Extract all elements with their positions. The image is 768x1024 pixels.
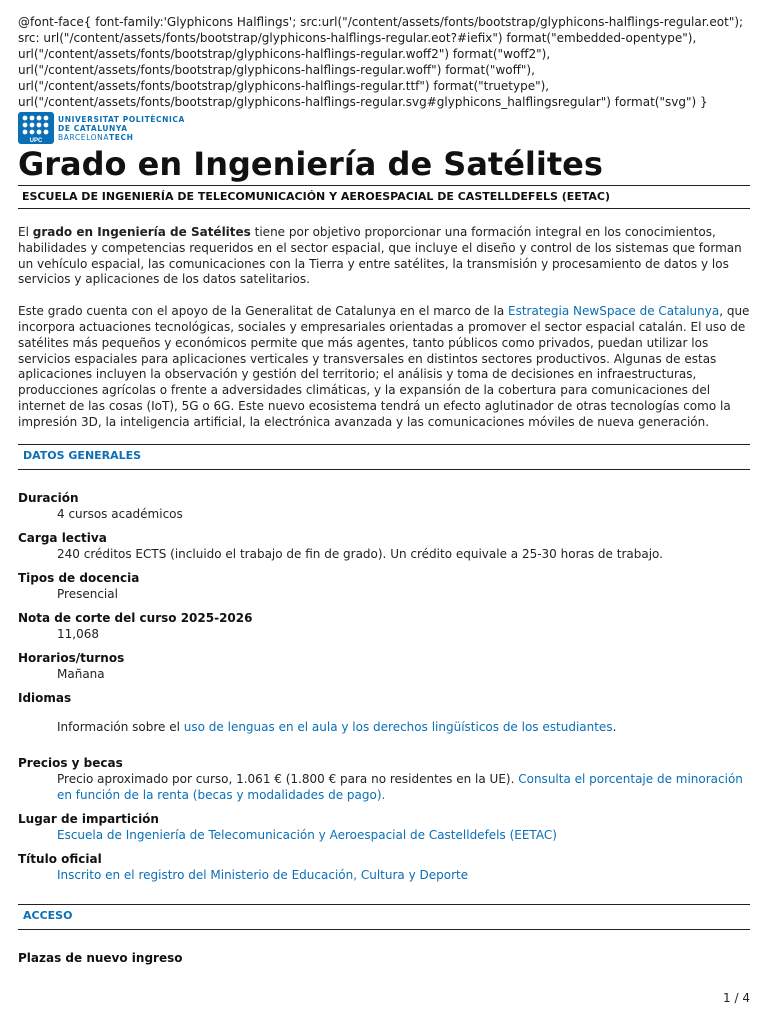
idiomas-link[interactable]: uso de lenguas en el aula y los derechos lingüísticos de los estudiantes [183,719,613,734]
horarios-label: Horarios/turnos [18,650,125,665]
nota-corte-label: Nota de corte del curso 2025-2026 [18,610,253,625]
section-header-acceso: ACCESO [18,904,750,930]
carga-label: Carga lectiva [18,530,107,545]
logo-text [58,115,185,142]
logo-mark-text: UPC [29,138,43,144]
lugar-value [18,827,750,843]
carga-value: 240 créditos ECTS (incluido el trabajo de fin de grado). Un crédito equivale a 25-30 horas de trabajo. [57,546,663,561]
titulo-value [18,867,750,883]
list-item [18,812,750,843]
lugar-link[interactable]: Escuela de Ingeniería de Telecomunicación y Aeroespacial de Castelldefels (EETAC) [57,827,557,842]
document-page [18,14,750,965]
list-item [18,491,750,522]
list-item [18,852,750,883]
newspace-strategy-link[interactable]: Estrategia NewSpace de Catalunya [508,304,720,319]
logo-line-3: BARCELONATECH [58,132,134,142]
list-item [18,756,750,803]
titulo-link[interactable]: Inscrito en el registro del Ministerio de Educación, Cultura y Deporte [57,867,469,882]
general-data-list [18,491,750,883]
school-name: ESCUELA DE INGENIERÍA DE TELECOMUNICACIÓN Y AEROESPACIAL DE CASTELLDEFELS (EETAC) [18,185,750,209]
idiomas-label: Idiomas [18,690,72,705]
nota-corte-value: 11,068 [57,626,99,641]
idiomas-value: Información sobre el uso de lenguas en el aula y los derechos lingüísticos de los estudiantes. [57,719,617,734]
section-header-datos-generales: DATOS GENERALES [18,444,750,470]
intro-paragraph-1: El grado en Ingeniería de Satélites tiene por objetivo proporcionar una formación integral en los conocimientos, habilidades y competencias requeridos en el sector espacial, que incluye el diseño y control de los sistemas que forman un vehículo espacial, las comunicaciones con la Tierra y entre satélites, la transmisión y procesamiento de datos y los servicios y aplicaciones de los datos satelitarios. [18,225,742,287]
duracion-label: Duración [18,490,79,505]
page-number: 1 / 4 [723,991,750,1005]
duracion-value: 4 cursos académicos [57,506,183,521]
degree-name: grado en Ingeniería de Satélites [32,225,251,239]
page-title: Grado en Ingeniería de Satélites [18,145,603,183]
precios-link[interactable]: Consulta el porcentaje de minoración en función de la renta (becas y modalidades de pago). [57,771,743,802]
titulo-label: Título oficial [18,851,102,866]
lugar-label: Lugar de impartición [18,811,159,826]
intro-paragraph-2: Este grado cuenta con el apoyo de la Generalitat de Catalunya en el marco de la Estrategia NewSpace de Catalunya, que incorpora actuaciones tecnológicas, sociales y empresariales orientadas a promover el sector espacial catalán. El uso de satélites más pequeños y económicos permite que más agentes, tanto públicos como privados, puedan utilizar los servicios espaciales para aplicaciones verticales y transversales en distintos sectores productivos. Algunas de estas aplicaciones incluyen la observación y gestión del territorio; el análisis y toma de decisiones en infraestructuras, producciones agrícolas o frente a adversidades climáticas, y la expansión de la cobertura para comunicaciones del internet de las cosas (IoT), 5G o 6G. Este nuevo ecosistema tendrá un efecto aglutinador de otras tecnologías como la impresión 3D, la inteligencia artificial, la electrónica avanzada y las comunicaciones móviles de nueva generación. [18,304,750,429]
upc-logo-mark-icon [18,112,54,144]
horarios-value: Mañana [57,666,105,681]
upc-logo [18,111,750,145]
docencia-value: Presencial [57,586,118,601]
css-leak-text: @font-face{ font-family:'Glyphicons Halflings'; src:url("/content/assets/fonts/bootstrap/glyphicons-halflings-regular.eot"); src: url("/content/assets/fonts/bootstrap/glyphicons-halflings-regular.eot?#iefix") format("embedded-opentype"), url("/content/assets/fonts/bootstrap/glyphicons-halflings-regular.woff2") format("woff2"), url("/content/assets/fonts/bootstrap/glyphicons-halflings-regular.woff") format("woff"), url("/content/assets/fonts/bootstrap/glyphicons-halflings-regular.ttf") format("truetype"), url("/content/assets/fonts/bootstrap/glyphicons-halflings-regular.svg#glyphicons_halflingsregular") format("svg") } [18,15,744,109]
list-item [18,651,750,682]
precios-label: Precios y becas [18,755,123,770]
docencia-label: Tipos de docencia [18,570,140,585]
list-item [18,611,750,642]
plazas-label: Plazas de nuevo ingreso [18,950,183,965]
logo-line-1: UNIVERSITAT POLITÈCNICA [58,114,185,124]
list-item [18,571,750,602]
list-item [18,691,750,735]
logo-line-2: DE CATALUNYA [58,123,128,133]
list-item [18,531,750,562]
precios-value: Precio aproximado por curso, 1.061 € (1.800 € para no residentes en la UE). Consulta el porcentaje de minoración en función de la renta (becas y modalidades de pago). [57,771,743,802]
